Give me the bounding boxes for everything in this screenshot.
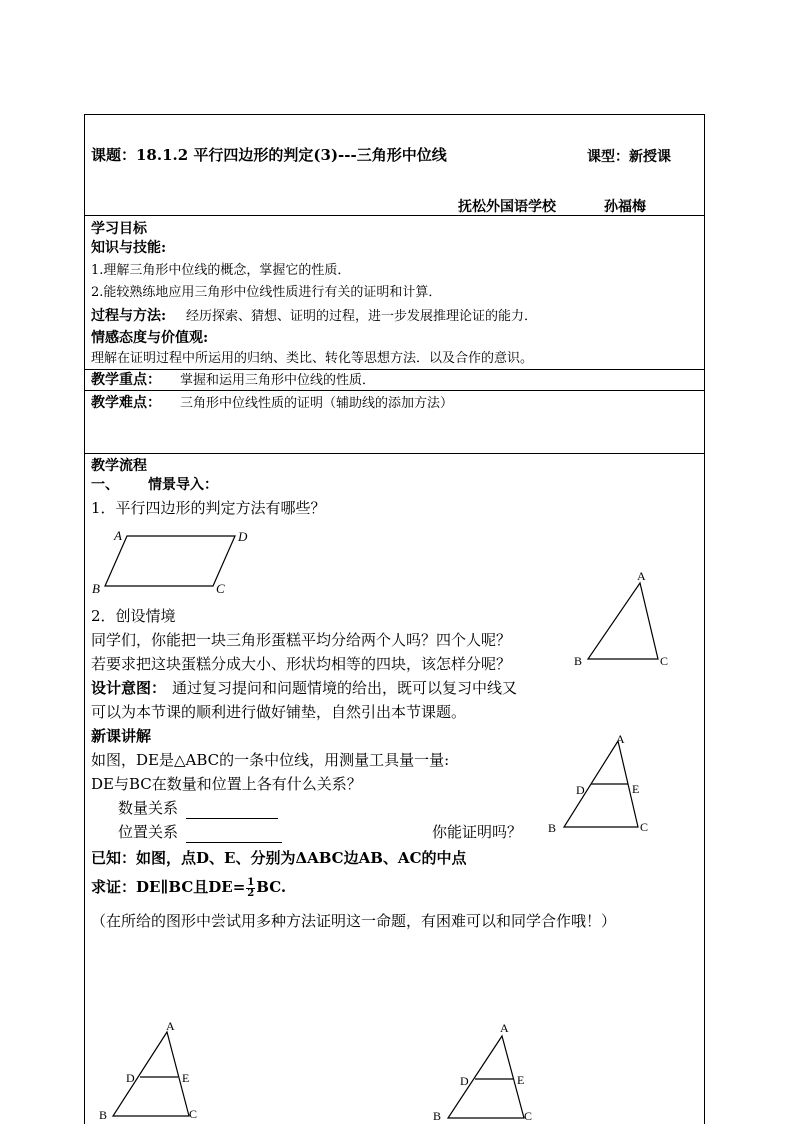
triangle-shape <box>588 583 658 659</box>
section-1-number: 一、 <box>91 477 119 493</box>
triangle-label-a: A <box>637 569 646 583</box>
difficulty-text: 三角形中位线性质的证明（辅助线的添加方法） <box>180 396 454 411</box>
quantity-label: 数量关系 <box>118 799 179 817</box>
midline-label-e: E <box>632 782 640 796</box>
new-lesson-line-1: 如图，DE是△ABC的一条中位线，用测量工具量一量: <box>91 751 450 769</box>
left-label-b: B <box>99 1108 108 1122</box>
school-name: 抚松外国语学校 <box>458 199 556 215</box>
right-label-c: C <box>524 1109 533 1123</box>
row-divider <box>84 453 705 454</box>
new-lesson-line-2: DE与BC在数量和位置上各有什么关系？ <box>91 775 362 793</box>
can-prove-question: 你能证明吗？ <box>432 823 523 841</box>
new-lesson-heading: 新课讲解 <box>91 727 152 745</box>
design-text-continued: 可以为本节课的顺利进行做好铺垫，自然引出本节课题。 <box>91 703 467 721</box>
process-heading: 过程与方法: <box>91 308 167 324</box>
left-label-c: C <box>189 1107 198 1121</box>
triangle-label-c: C <box>660 654 669 668</box>
knowledge-item-1: 1.理解三角形中位线的概念，掌握它的性质． <box>91 263 351 278</box>
position-answer-blank[interactable] <box>186 842 282 843</box>
midline-label-a: A <box>616 732 625 746</box>
triangle-figure <box>580 575 670 670</box>
right-label-a: A <box>500 1021 509 1035</box>
position-label: 位置关系 <box>118 823 179 841</box>
quantity-answer-blank[interactable] <box>186 818 278 819</box>
prove-statement <box>91 872 286 902</box>
question-2: 2．创设情境 <box>91 607 176 625</box>
proof-hint: （在所给的图形中尝试用多种方法证明这一命题，有困难可以和同学合作哦！） <box>91 912 617 930</box>
triangle-label-b: B <box>574 654 583 668</box>
right-label-e: E <box>517 1073 525 1087</box>
given-statement: 已知：如图，点D、E、分别为ΔABC边AB、AC的中点 <box>91 849 467 867</box>
design-heading: 设计意图： <box>91 679 167 697</box>
left-label-a: A <box>166 1019 175 1033</box>
proof-triangle-left-shape <box>113 1032 189 1116</box>
row-divider <box>84 390 705 391</box>
parallelogram-label-c: C <box>216 581 225 596</box>
prove-prefix: 求证：DE∥BC且DE= <box>91 878 246 896</box>
lesson-title: 课题：18.1.2 平行四边形的判定(3)---三角形中位线 <box>91 146 447 164</box>
parallelogram-label-b: B <box>92 581 100 596</box>
design-text: 通过复习提问和问题情境的给出，既可以复习中线又 <box>172 679 518 697</box>
prove-suffix: BC. <box>256 878 287 896</box>
question-1: 1．平行四边形的判定方法有哪些？ <box>91 499 326 517</box>
parallelogram-label-a: A <box>114 528 122 543</box>
right-label-d: D <box>460 1074 469 1088</box>
midline-label-b: B <box>548 821 557 835</box>
parallelogram-label-d: D <box>238 529 248 544</box>
flow-heading: 教学流程 <box>91 458 147 474</box>
left-label-e: E <box>182 1071 190 1085</box>
fraction-numerator: 1 <box>247 876 255 888</box>
process-text: 经历探索、猜想、证明的过程，进一步发展推理论证的能力． <box>186 309 538 324</box>
fraction-denominator: 2 <box>247 887 255 899</box>
emotion-heading: 情感态度与价值观: <box>91 330 209 346</box>
knowledge-item-2: 2.能较熟练地应用三角形中位线性质进行有关的证明和计算． <box>91 285 442 300</box>
scenario-line-2: 若要求把这块蛋糕分成大小、形状均相等的四块，该怎样分呢？ <box>91 655 512 673</box>
parallelogram-shape <box>105 536 235 586</box>
scenario-line-1: 同学们，你能把一块三角形蛋糕平均分给两个人吗？四个人呢？ <box>91 631 512 649</box>
difficulty-heading: 教学难点： <box>91 395 161 411</box>
section-1-title: 情景导入： <box>148 477 218 493</box>
fraction-one-half <box>246 878 255 899</box>
key-point-heading: 教学重点： <box>91 372 161 388</box>
row-divider <box>84 215 705 216</box>
course-type: 课型：新授课 <box>587 149 671 165</box>
objectives-heading: 学习目标 <box>91 221 147 237</box>
emotion-text: 理解在证明过程中所运用的归纳、类比、转化等思想方法．以及合作的意识。 <box>91 351 534 366</box>
knowledge-heading: 知识与技能: <box>91 240 167 256</box>
key-point-text: 掌握和运用三角形中位线的性质． <box>180 373 376 388</box>
midline-label-d: D <box>576 783 585 797</box>
midline-label-c: C <box>640 820 649 834</box>
row-divider <box>84 369 705 370</box>
left-label-d: D <box>126 1071 135 1085</box>
teacher-name: 孙福梅 <box>604 199 646 215</box>
right-label-b: B <box>433 1109 442 1123</box>
